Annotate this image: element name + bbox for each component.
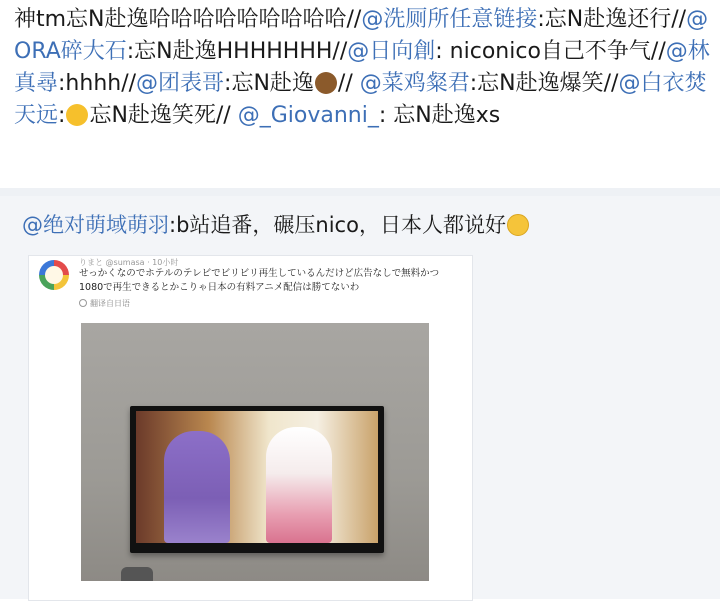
mention-link[interactable]: @团表哥 — [136, 71, 225, 96]
translate-label: 翻译自日语 — [90, 299, 130, 308]
post-text-segment: : niconico自己不争气// — [435, 39, 666, 64]
smile-emoji-icon — [507, 214, 529, 236]
post-text-segment: :忘N赴逸 — [224, 71, 314, 96]
mention-link[interactable]: @_Giovanni_ — [237, 103, 379, 128]
post-text-segment: :忘N赴逸爆笑// — [469, 71, 619, 96]
post-text-segment: : — [58, 103, 66, 128]
tweet-photo[interactable] — [81, 323, 429, 581]
translate-link[interactable] — [79, 298, 130, 309]
divider — [0, 188, 720, 196]
purple-hair-character — [164, 431, 230, 543]
embedded-tweet-card[interactable] — [28, 255, 473, 601]
mention-link[interactable]: @洗厕所任意链接 — [361, 7, 538, 32]
monkey-emoji-icon — [315, 72, 337, 94]
mention-link[interactable]: @菜鸡粲君 — [359, 71, 470, 96]
post-text-segment: // — [337, 71, 360, 96]
laugh-emoji-icon — [66, 104, 88, 126]
mention-link[interactable]: @白衣焚天远 — [14, 71, 707, 128]
tweet-handle[interactable]: りまと @sumasa · 10小时 — [79, 258, 179, 267]
tv-screen — [136, 411, 378, 543]
tweet-text: せっかくなのでホテルのテレビでビリビリ再生しているんだけど広告なしで無料かつ1080で再生できるとかこりゃ日本の有料アニメ配信は勝てないわ — [79, 268, 440, 293]
tv-image — [130, 406, 384, 553]
post-text-segment: :忘N赴逸还行// — [537, 7, 687, 32]
post-text-segment: 忘N赴逸笑死// — [89, 103, 238, 128]
mention-link[interactable]: @ORA碎大石 — [14, 7, 709, 64]
avatar[interactable] — [39, 260, 69, 290]
kettle-shape — [121, 567, 153, 581]
post-text-segment: 神tm忘N赴逸哈哈哈哈哈哈哈哈哈// — [14, 7, 362, 32]
globe-icon — [79, 299, 87, 307]
reply-mention[interactable]: @绝对萌域萌羽 — [22, 213, 169, 237]
post-text-segment: :忘N赴逸HHHHHHH// — [126, 39, 348, 64]
reply-body: :b站追番，碾压nico，日本人都说好 — [169, 213, 506, 237]
reply-text — [22, 210, 530, 240]
mention-link[interactable]: @林真尋 — [14, 39, 710, 96]
white-hair-character — [266, 427, 332, 543]
mention-link[interactable]: @日向創 — [347, 39, 436, 64]
post-text-segment: : 忘N赴逸xs — [378, 103, 501, 128]
post-text — [14, 4, 714, 132]
post-text-segment: :hhhh// — [58, 71, 137, 96]
